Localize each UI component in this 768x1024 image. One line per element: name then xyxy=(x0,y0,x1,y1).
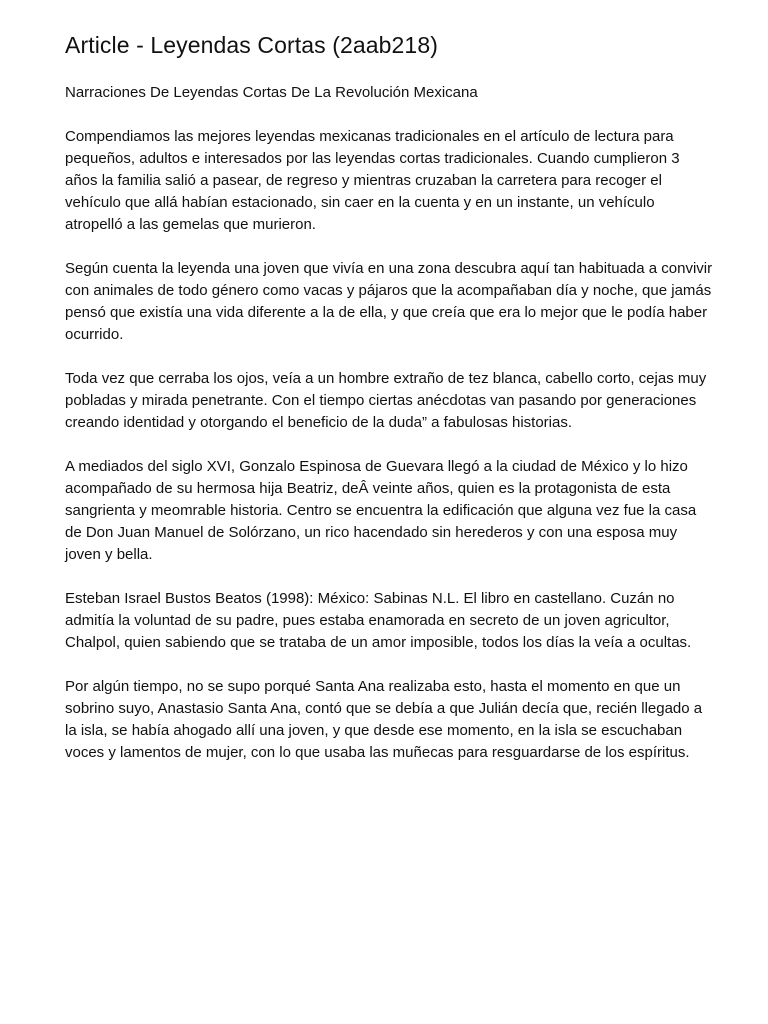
paragraph-3: Toda vez que cerraba los ojos, veía a un hombre extraño de tez blanca, cabello corto, cejas muy pobladas y mirada penetrante. Con el tiempo ciertas anécdotas van pasando por generaciones creando identidad y otorgando el beneficio de la duda” a fabulosas historias. xyxy=(65,370,707,431)
document-subtitle: Narraciones De Leyendas Cortas De La Revolución Mexicana xyxy=(65,84,478,101)
document-title: Article - Leyendas Cortas (2aab218) xyxy=(65,32,438,58)
paragraph-2: Según cuenta la leyenda una joven que vivía en una zona descubra aquí tan habituada a convivir con animales de todo género como vacas y pájaros que la acompañaban día y noche, que jamás pensó que existía una vida diferente a la de ella, y que creía que era lo mejor que le podía haber ocurrido. xyxy=(65,260,713,343)
paragraph-4: A mediados del siglo XVI, Gonzalo Espinosa de Guevara llegó a la ciudad de México y lo hizo acompañado de su hermosa hija Beatriz, deÂ veinte años, quien es la protagonista de esta sangrienta y meomrable historia. Centro se encuentra la edificación que alguna vez fue la casa de Don Juan Manuel de Solórzano, un rico hacendado sin herederos y con una esposa muy joven y bella. xyxy=(65,458,697,563)
paragraph-6: Por algún tiempo, no se supo porqué Santa Ana realizaba esto, hasta el momento en que un sobrino suyo, Anastasio Santa Ana, contó que se debía a que Julián decía que, recién llegado a la isla, se había ahogado allí una joven, y que desde ese momento, en la isla se escuchaban voces y lamentos de mujer, con lo que usaba las muñecas para resguardarse de los espíritus. xyxy=(65,678,703,761)
paragraph-5: Esteban Israel Bustos Beatos (1998): México: Sabinas N.L. El libro en castellano. Cuzán no admitía la voluntad de su padre, pues estaba enamorada en secreto de un joven agricultor, Chalpol, quien sabiendo que se trataba de un amor imposible, todos los días la veía a ocultas. xyxy=(65,590,692,651)
paragraph-1: Compendiamos las mejores leyendas mexicanas tradicionales en el artículo de lectura para pequeños, adultos e interesados por las leyendas cortas tradicionales. Cuando cumplieron 3 años la familia salió a pasear, de regreso y mientras cruzaban la carretera para recoger el vehículo que allá habían estacionado, sin caer en la cuenta y en un instante, un vehículo atropelló a las gemelas que murieron. xyxy=(65,128,680,233)
document-page xyxy=(65,0,715,764)
